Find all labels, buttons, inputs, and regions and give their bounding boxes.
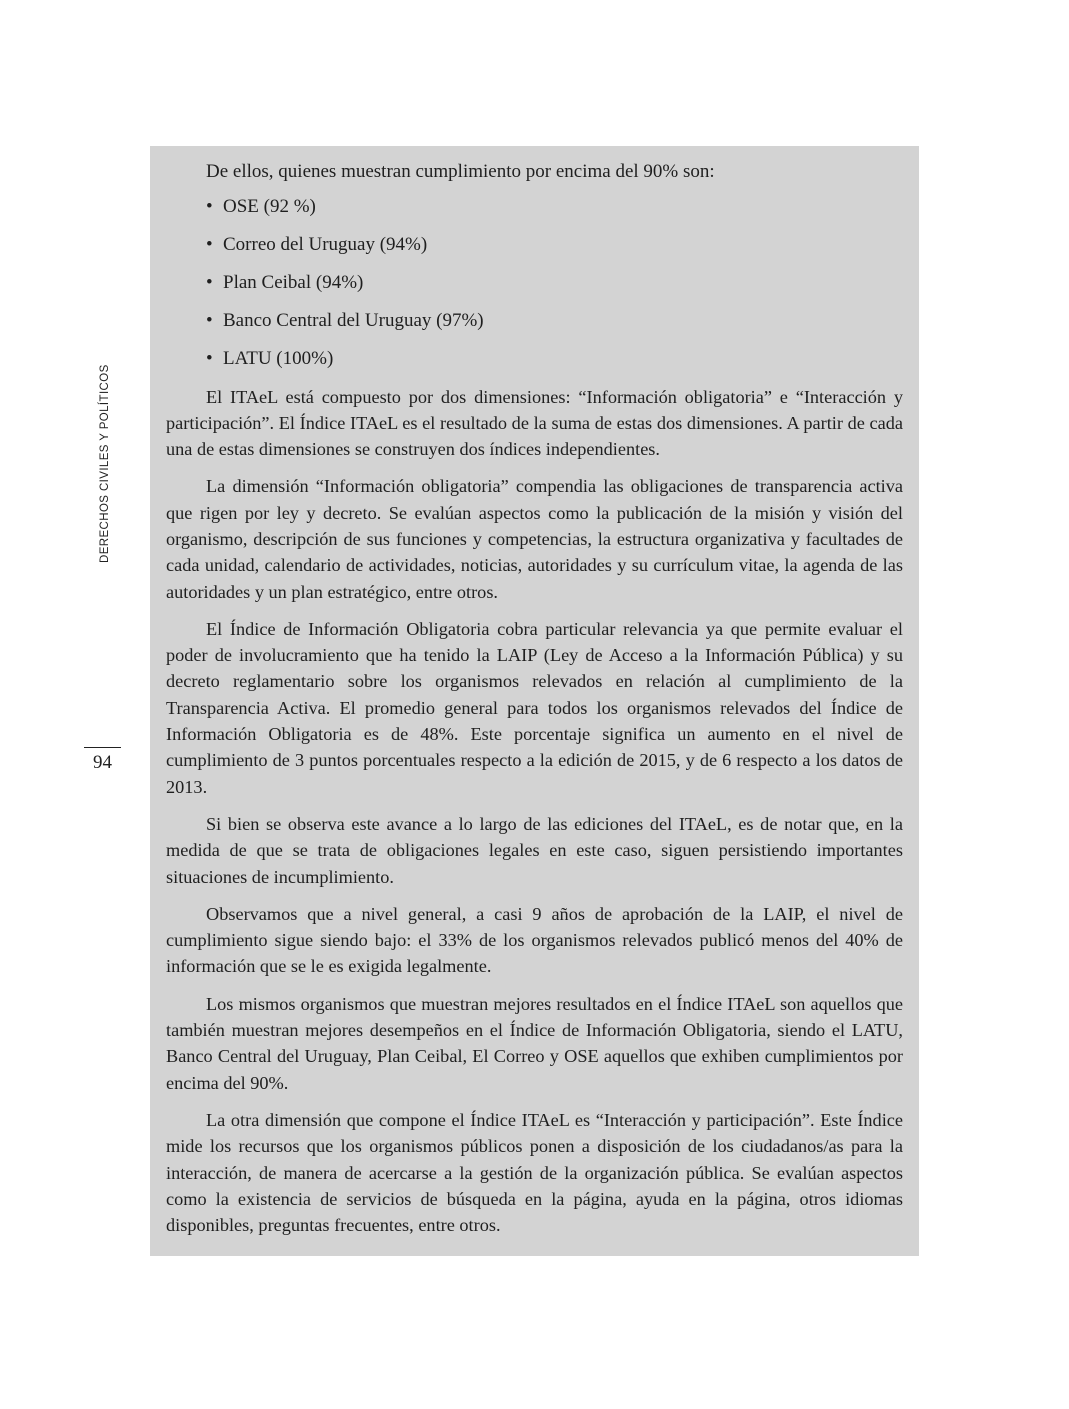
- running-header: DERECHOS CIVILES Y POLÍTICOS: [99, 364, 111, 563]
- bullet-icon: •: [206, 347, 213, 369]
- paragraph-mejores-resultados: Los mismos organismos que muestran mejores resultados en el Índice ITAeL son aquellos que también muestran mejores desempeños en el Índice de Información Obligatoria, siendo el LATU, Banco Central del Uruguay, Plan Ceibal, El Correo y OSE aquellos que exhiben cumplimientos por encima del 90%.: [166, 993, 903, 1093]
- list-item: [206, 194, 903, 232]
- highlight-box: [150, 146, 919, 1256]
- bullet-icon: •: [206, 195, 213, 217]
- page-number: 94: [93, 752, 112, 773]
- bullet-icon: •: [206, 233, 213, 255]
- paragraph-indice-relevancia: El Índice de Información Obligatoria cobra particular relevancia ya que permite evaluar el poder de involucramiento que ha tenido la LAIP (Ley de Acceso a la Información Pública) y su decreto reglamentario sobre los organismos relevados en relación al cumplimiento de la Transparencia Activa. El promedio general para todos los organismos relevados del Índice de Información Obligatoria es de 48%. Este porcentaje significa un aumento en el nivel de cumplimiento de 3 puntos porcentuales respecto a la edición de 2015, y de 6 respecto a los datos de 2013.: [166, 618, 903, 797]
- paragraph-informacion-obligatoria: La dimensión “Información obligatoria” compendia las obligaciones de transparencia activa que rigen por ley y decreto. Se evalúan aspectos como la publicación de la misión y visión del organismo, descripción de sus funciones y competencias, la estructura organizativa y facultades de cada unidad, calendario de actividades, noticias, autoridades y su currículum vitae, la agenda de las autoridades y un plan estratégico, entre otros.: [166, 476, 903, 602]
- page-number-rule: [84, 747, 121, 748]
- list-item: [206, 232, 903, 270]
- list-item-text: LATU (100%): [223, 347, 334, 369]
- list-item-text: Plan Ceibal (94%): [223, 271, 364, 293]
- bullet-icon: •: [206, 309, 213, 331]
- list-item: [206, 346, 903, 384]
- list-item-text: OSE (92 %): [223, 195, 316, 217]
- bullet-icon: •: [206, 271, 213, 293]
- list-item: [206, 270, 903, 308]
- paragraph-nivel-general: Observamos que a nivel general, a casi 9 años de aprobación de la LAIP, el nivel de cumplimiento sigue siendo bajo: el 33% de los organismos relevados publicó menos del 40% de información que se le es exigida legalmente.: [166, 903, 903, 977]
- paragraph-avance: Si bien se observa este avance a lo largo de las ediciones del ITAeL, es de notar que, en la medida de que se trata de obligaciones legales en este caso, siguen persistiendo importantes situaciones de incumplimiento.: [166, 813, 903, 887]
- list-item-text: Correo del Uruguay (94%): [223, 233, 428, 255]
- paragraph-itael-dimensions: El ITAeL está compuesto por dos dimensiones: “Información obligatoria” e “Interacción y participación”. El Índice ITAeL es el resultado de la suma de estas dos dimensiones. A partir de cada una de estas dimensiones se construyen dos índices independientes.: [166, 386, 903, 460]
- list-item: [206, 308, 903, 346]
- list-item-text: Banco Central del Uruguay (97%): [223, 309, 484, 331]
- intro-line: De ellos, quienes muestran cumplimiento por encima del 90% son:: [206, 161, 715, 182]
- paragraph-interaccion: La otra dimensión que compone el Índice ITAeL es “Interacción y participación”. Este Índice mide los recursos que los organismos públicos ponen a disposición de los ciudadanos/as para la interacción, de manera de acercarse a la gestión de la organización pública. Se evalúan aspectos como la existencia de servicios de búsqueda en la página, ayuda en la página, otros idiomas disponibles, preguntas frecuentes, entre otros.: [166, 1109, 903, 1236]
- organism-list: [166, 194, 903, 384]
